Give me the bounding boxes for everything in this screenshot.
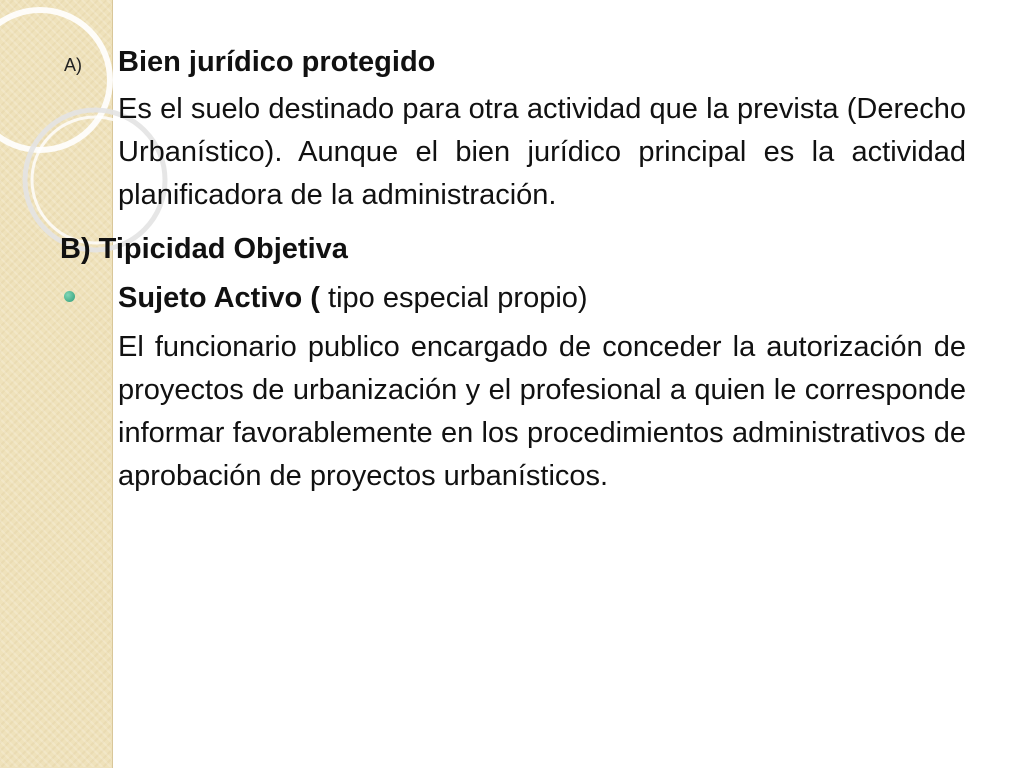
section-a-heading: Bien jurídico protegido [118,46,436,78]
bullet-sujeto-activo [60,280,966,316]
section-a-paragraph: Es el suelo destinado para otra actividad que la prevista (Derecho Urbanístico). Aunque el bien jurídico principal es la actividad planificadora de la administración. [118,93,966,212]
section-b-paragraph: El funcionario publico encargado de conceder la autorización de proyectos de urbanización y el profesional a quien le corresponde informar favorablemente en los procedimientos administrativos de aprobación de proyectos urbanísticos. [118,330,966,492]
section-a-marker: A) [64,55,82,75]
bullet-icon [60,296,118,307]
section-b-heading: B) Tipicidad Objetiva [60,233,348,266]
bullet-text [118,280,588,316]
slide-content [60,44,966,498]
bullet-bold-text: Sujeto Activo ( [118,281,320,314]
bullet-regular-text: tipo especial propio) [319,281,588,314]
section-a-heading-row [60,44,966,80]
